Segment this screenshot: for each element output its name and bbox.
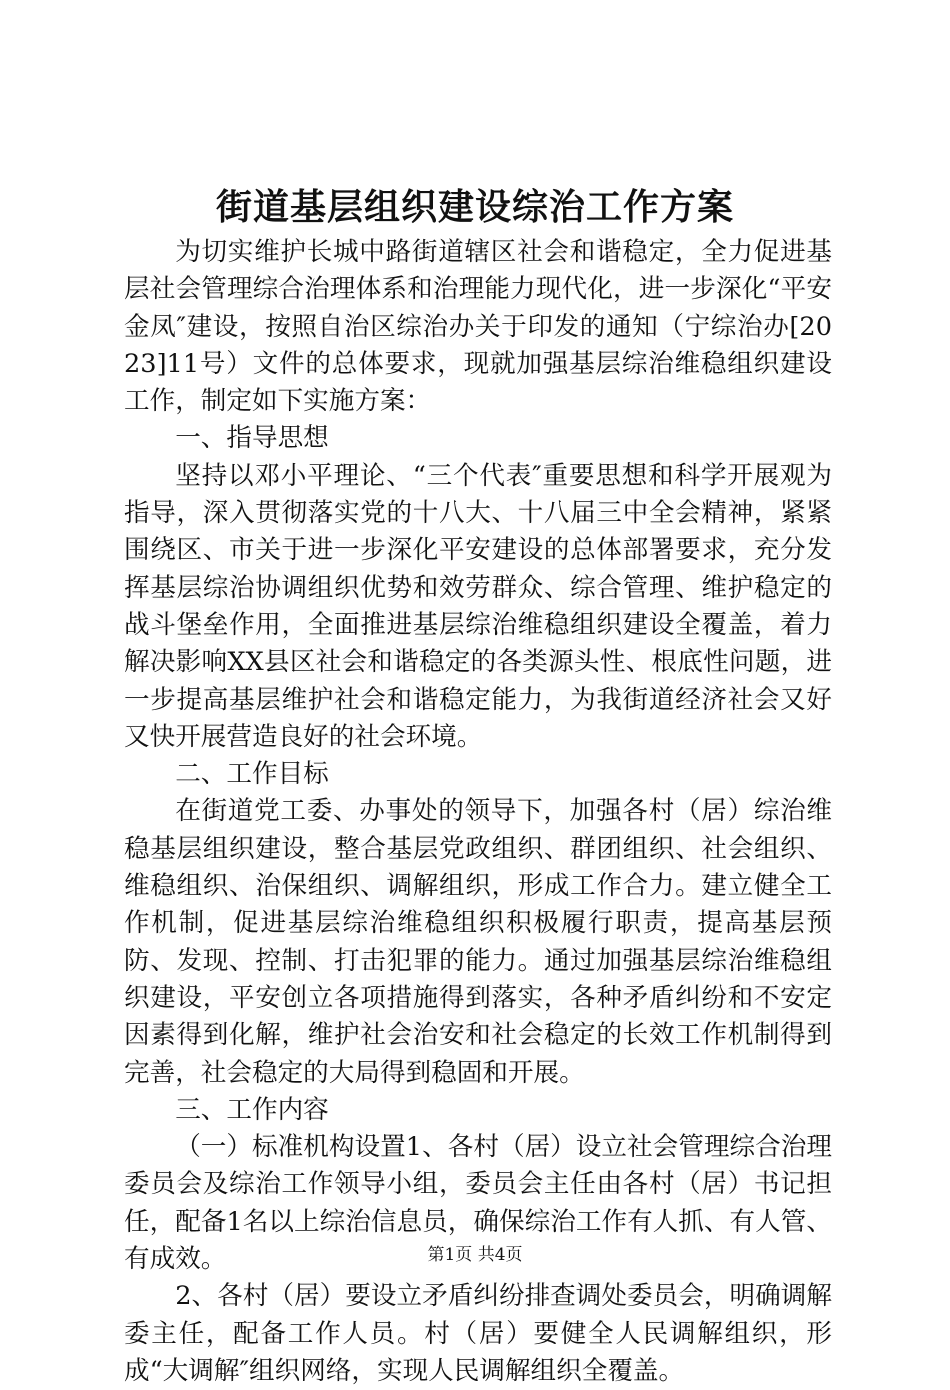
work-goals-paragraph: 在街道党工委、办事处的领导下，加强各村（居）综治维稳基层组织建设，整合基层党政组织、群团组织、社会组织、维稳组织、治保组织、调解组织，形成工作合力。建立健全工作机制，促进基层综治维稳组织积极履行职责，提高基层预防、发现、控制、打击犯罪的能力。通过加强基层综治维稳组织建设，平安创立各项措施得到落实，各种矛盾纠纷和不安定因素得到化解，维护社会治安和社会稳定的长效工作机制得到完善，社会稳定的大局得到稳固和开展。	[124, 796, 832, 1088]
document-title: 街道基层组织建设综治工作方案	[215, 187, 734, 228]
work-content-paragraph-1: （一）标准机构设置1、各村（居）设立社会管理综合治理委员会及综治工作领导小组，委员会主任由各村（居）书记担任，配备1名以上综治信息员，确保综治工作有人抓、有人管、有成效。	[124, 1132, 832, 1275]
guiding-ideology-paragraph: 坚持以邓小平理论、“三个代表″重要思想和科学开展观为指导，深入贯彻落实党的十八大、十八届三中全会精神，紧紧围绕区、市关于进一步深化平安建设的总体部署要求，充分发挥基层综治协调组织优势和效劳群众、综合管理、维护稳定的战斗堡垒作用，全面推进基层综治维稳组织建设全覆盖，着力解决影响XX县区社会和谐稳定的各类源头性、根底性问题，进一步提高基层维护社会和谐稳定能力，为我街道经济社会又好又快开展营造良好的社会环境。	[124, 460, 832, 752]
section-heading-guiding-ideology: 一、指导思想	[175, 423, 329, 454]
intro-paragraph: 为切实维护长城中路街道辖区社会和谐稳定，全力促进基层社会管理综合治理体系和治理能力现代化，进一步深化“平安金凤″建设，按照自治区综治办关于印发的通知（宁综治办[2023]11号）文件的总体要求，现就加强基层综治维稳组织建设工作，制定如下实施方案：	[124, 237, 832, 417]
document-body	[124, 234, 832, 1390]
section-heading-work-goals: 二、工作目标	[175, 759, 329, 790]
page-number-footer: 第1页 共4页	[427, 1245, 523, 1265]
section-heading-work-content: 三、工作内容	[175, 1094, 329, 1125]
work-content-paragraph-2: 2、各村（居）要设立矛盾纠纷排查调处委员会，明确调解委主任，配备工作人员。村（居）要健全人民调解组织，形成“大调解″组织网络，实现人民调解组织全覆盖。	[124, 1281, 832, 1386]
